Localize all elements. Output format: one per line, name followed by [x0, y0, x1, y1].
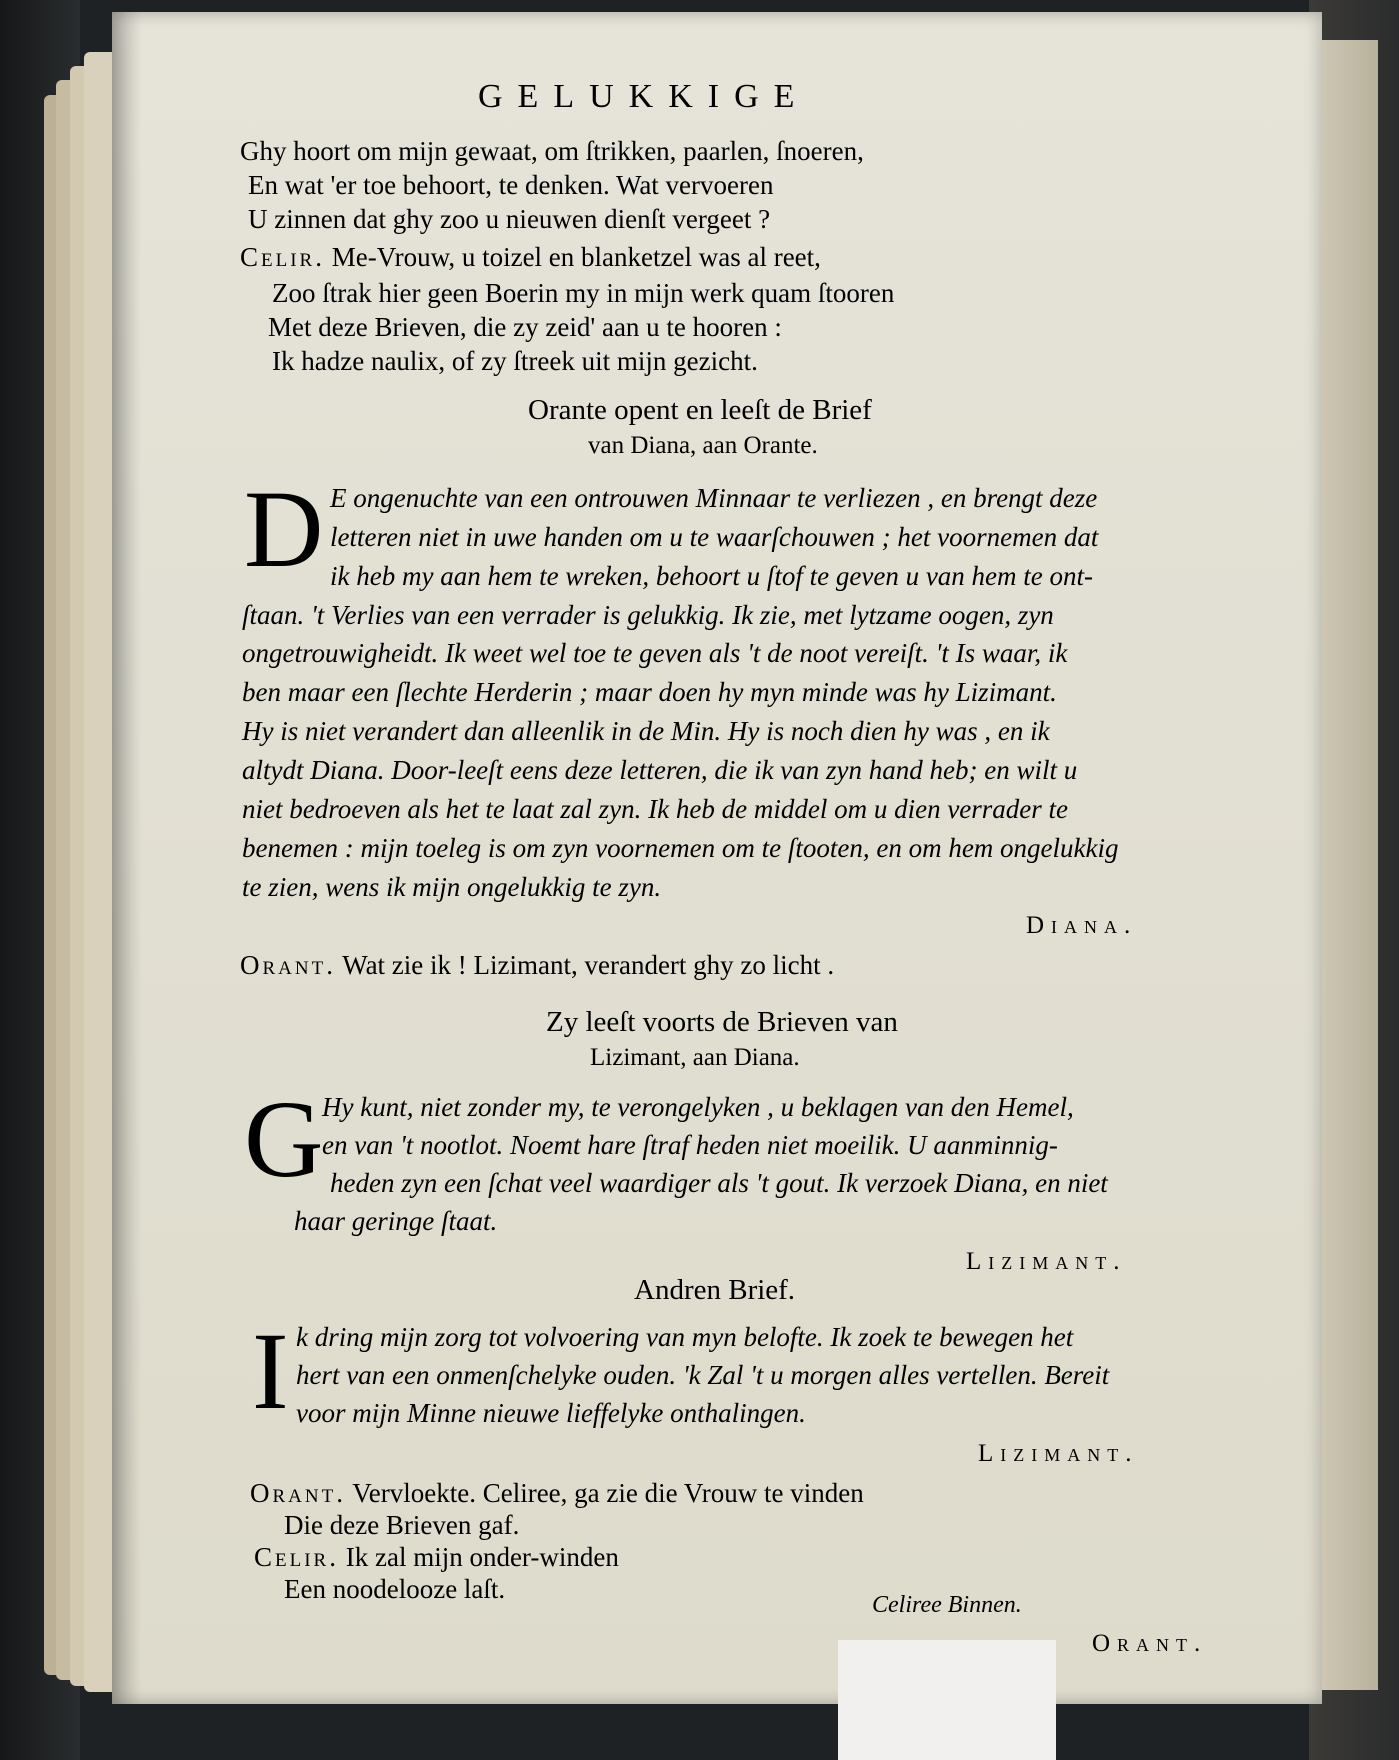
letter-line: en van 't nootlot. Noemt hare ſtraf heden niet moeilik. U aanminnig- [322, 1130, 1058, 1160]
letter-line: letteren niet in uwe handen om u te waarſchouwen ; het voornemen dat [330, 522, 1099, 552]
letter-line: ongetrouwigheidt. Ik weet wel toe te geven als 't de noot vereiſt. 't Is waar, ik [242, 638, 1068, 668]
letter-line: ſtaan. 't Verlies van een verrader is gelukkig. Ik zie, met lytzame oogen, zyn [242, 600, 1054, 630]
verse-line: Zoo ſtrak hier geen Boerin my in mijn werk quam ſtooren [272, 278, 895, 308]
speaker-line [240, 242, 821, 273]
verse-text: Me-Vrouw, u toizel en blanketzel was al reet, [331, 242, 821, 272]
letter-line: te zien, wens ik mijn ongelukkig te zyn. [242, 872, 662, 902]
drop-cap: G [244, 1078, 324, 1200]
verse-line: Een noodelooze laſt. [284, 1574, 506, 1604]
verse-line: Met deze Brieven, die zy zeid' aan u te hooren : [268, 312, 782, 342]
letter-line: ik heb my aan hem te wreken, behoort u ſtof te geven u van hem te ont- [330, 561, 1094, 591]
white-background-patch [838, 1640, 1056, 1760]
letter-line: ben maar een ſlechte Herderin ; maar doen hy myn minde was hy Lizimant. [242, 677, 1057, 707]
letter-line: voor mijn Minne nieuwe lieffelyke onthalingen. [296, 1398, 806, 1428]
speaker-line [254, 1542, 619, 1573]
letter-line: heden zyn een ſchat veel waardiger als 't gout. Ik verzoek Diana, en niet [330, 1168, 1108, 1198]
facing-page-edge [1318, 40, 1378, 1690]
letter-signature: Lizimant. [966, 1248, 1127, 1275]
letter-subheading: van Diana, aan Orante. [588, 432, 818, 459]
verse-line: En wat 'er toe behoort, te denken. Wat vervoeren [248, 170, 774, 200]
drop-cap: I [252, 1310, 289, 1432]
drop-cap: D [244, 468, 324, 590]
speaker-name: Celir. [240, 242, 325, 272]
verse-line: Ghy hoort om mijn gewaat, om ſtrikken, paarlen, ſnoeren, [240, 136, 864, 166]
letter-heading: Andren Brief. [634, 1274, 796, 1306]
letter-line: benemen : mijn toeleg is om zyn voornemen om te ſtooten, en om hem ongelukkig [242, 833, 1119, 863]
verse-text: Vervloekte. Celiree, ga zie die Vrouw te vinden [352, 1478, 864, 1508]
verse-text: Wat zie ik ! Lizimant, verandert ghy zo licht . [342, 950, 835, 980]
verse-text: Ik zal mijn onder-winden [345, 1542, 619, 1572]
speaker-line [250, 1478, 864, 1509]
speaker-name: Orant. [240, 950, 336, 980]
letter-heading: Zy leeſt voorts de Brieven van [546, 1006, 898, 1038]
running-header: GELUKKIGE [478, 78, 810, 115]
letter-line: hert van een onmenſchelyke ouden. 'k Zal 't u morgen alles vertellen. Bereit [296, 1360, 1110, 1390]
stage-direction: Celiree Binnen. [872, 1592, 1022, 1618]
letter-line: E ongenuchte van een ontrouwen Minnaar te verliezen , en brengt deze [330, 483, 1098, 513]
letter-heading: Orante opent en leeſt de Brief [528, 394, 872, 426]
letter-subheading: Lizimant, aan Diana. [590, 1044, 800, 1071]
speaker-name: Celir. [254, 1542, 339, 1572]
letter-line: k dring mijn zorg tot volvoering van myn belofte. Ik zoek te bewegen het [296, 1322, 1074, 1352]
letter-line: niet bedroeven als het te laat zal zyn. Ik heb de middel om u dien verrader te [242, 794, 1069, 824]
letter-signature: Lizimant. [978, 1440, 1139, 1467]
verse-line: U zinnen dat ghy zoo u nieuwen dienſt vergeet ? [248, 204, 771, 234]
letter-line: Hy kunt, niet zonder my, te verongelyken , u beklagen van den Hemel, [322, 1092, 1074, 1122]
catchword: Orant. [1092, 1630, 1208, 1657]
letter-line: haar geringe ſtaat. [294, 1206, 498, 1236]
letter-line: Hy is niet verandert dan alleenlik in de Min. Hy is noch dien hy was , en ik [242, 716, 1050, 746]
letter-signature: Diana. [1026, 912, 1138, 939]
letter-line: altydt Diana. Door-leeſt eens deze letteren, die ik van zyn hand heb; en wilt u [242, 755, 1078, 785]
speaker-name: Orant. [250, 1478, 346, 1508]
verse-line: Die deze Brieven gaf. [284, 1510, 520, 1540]
verse-line: Ik hadze naulix, of zy ſtreek uit mijn gezicht. [272, 346, 758, 376]
speaker-line [240, 950, 834, 981]
